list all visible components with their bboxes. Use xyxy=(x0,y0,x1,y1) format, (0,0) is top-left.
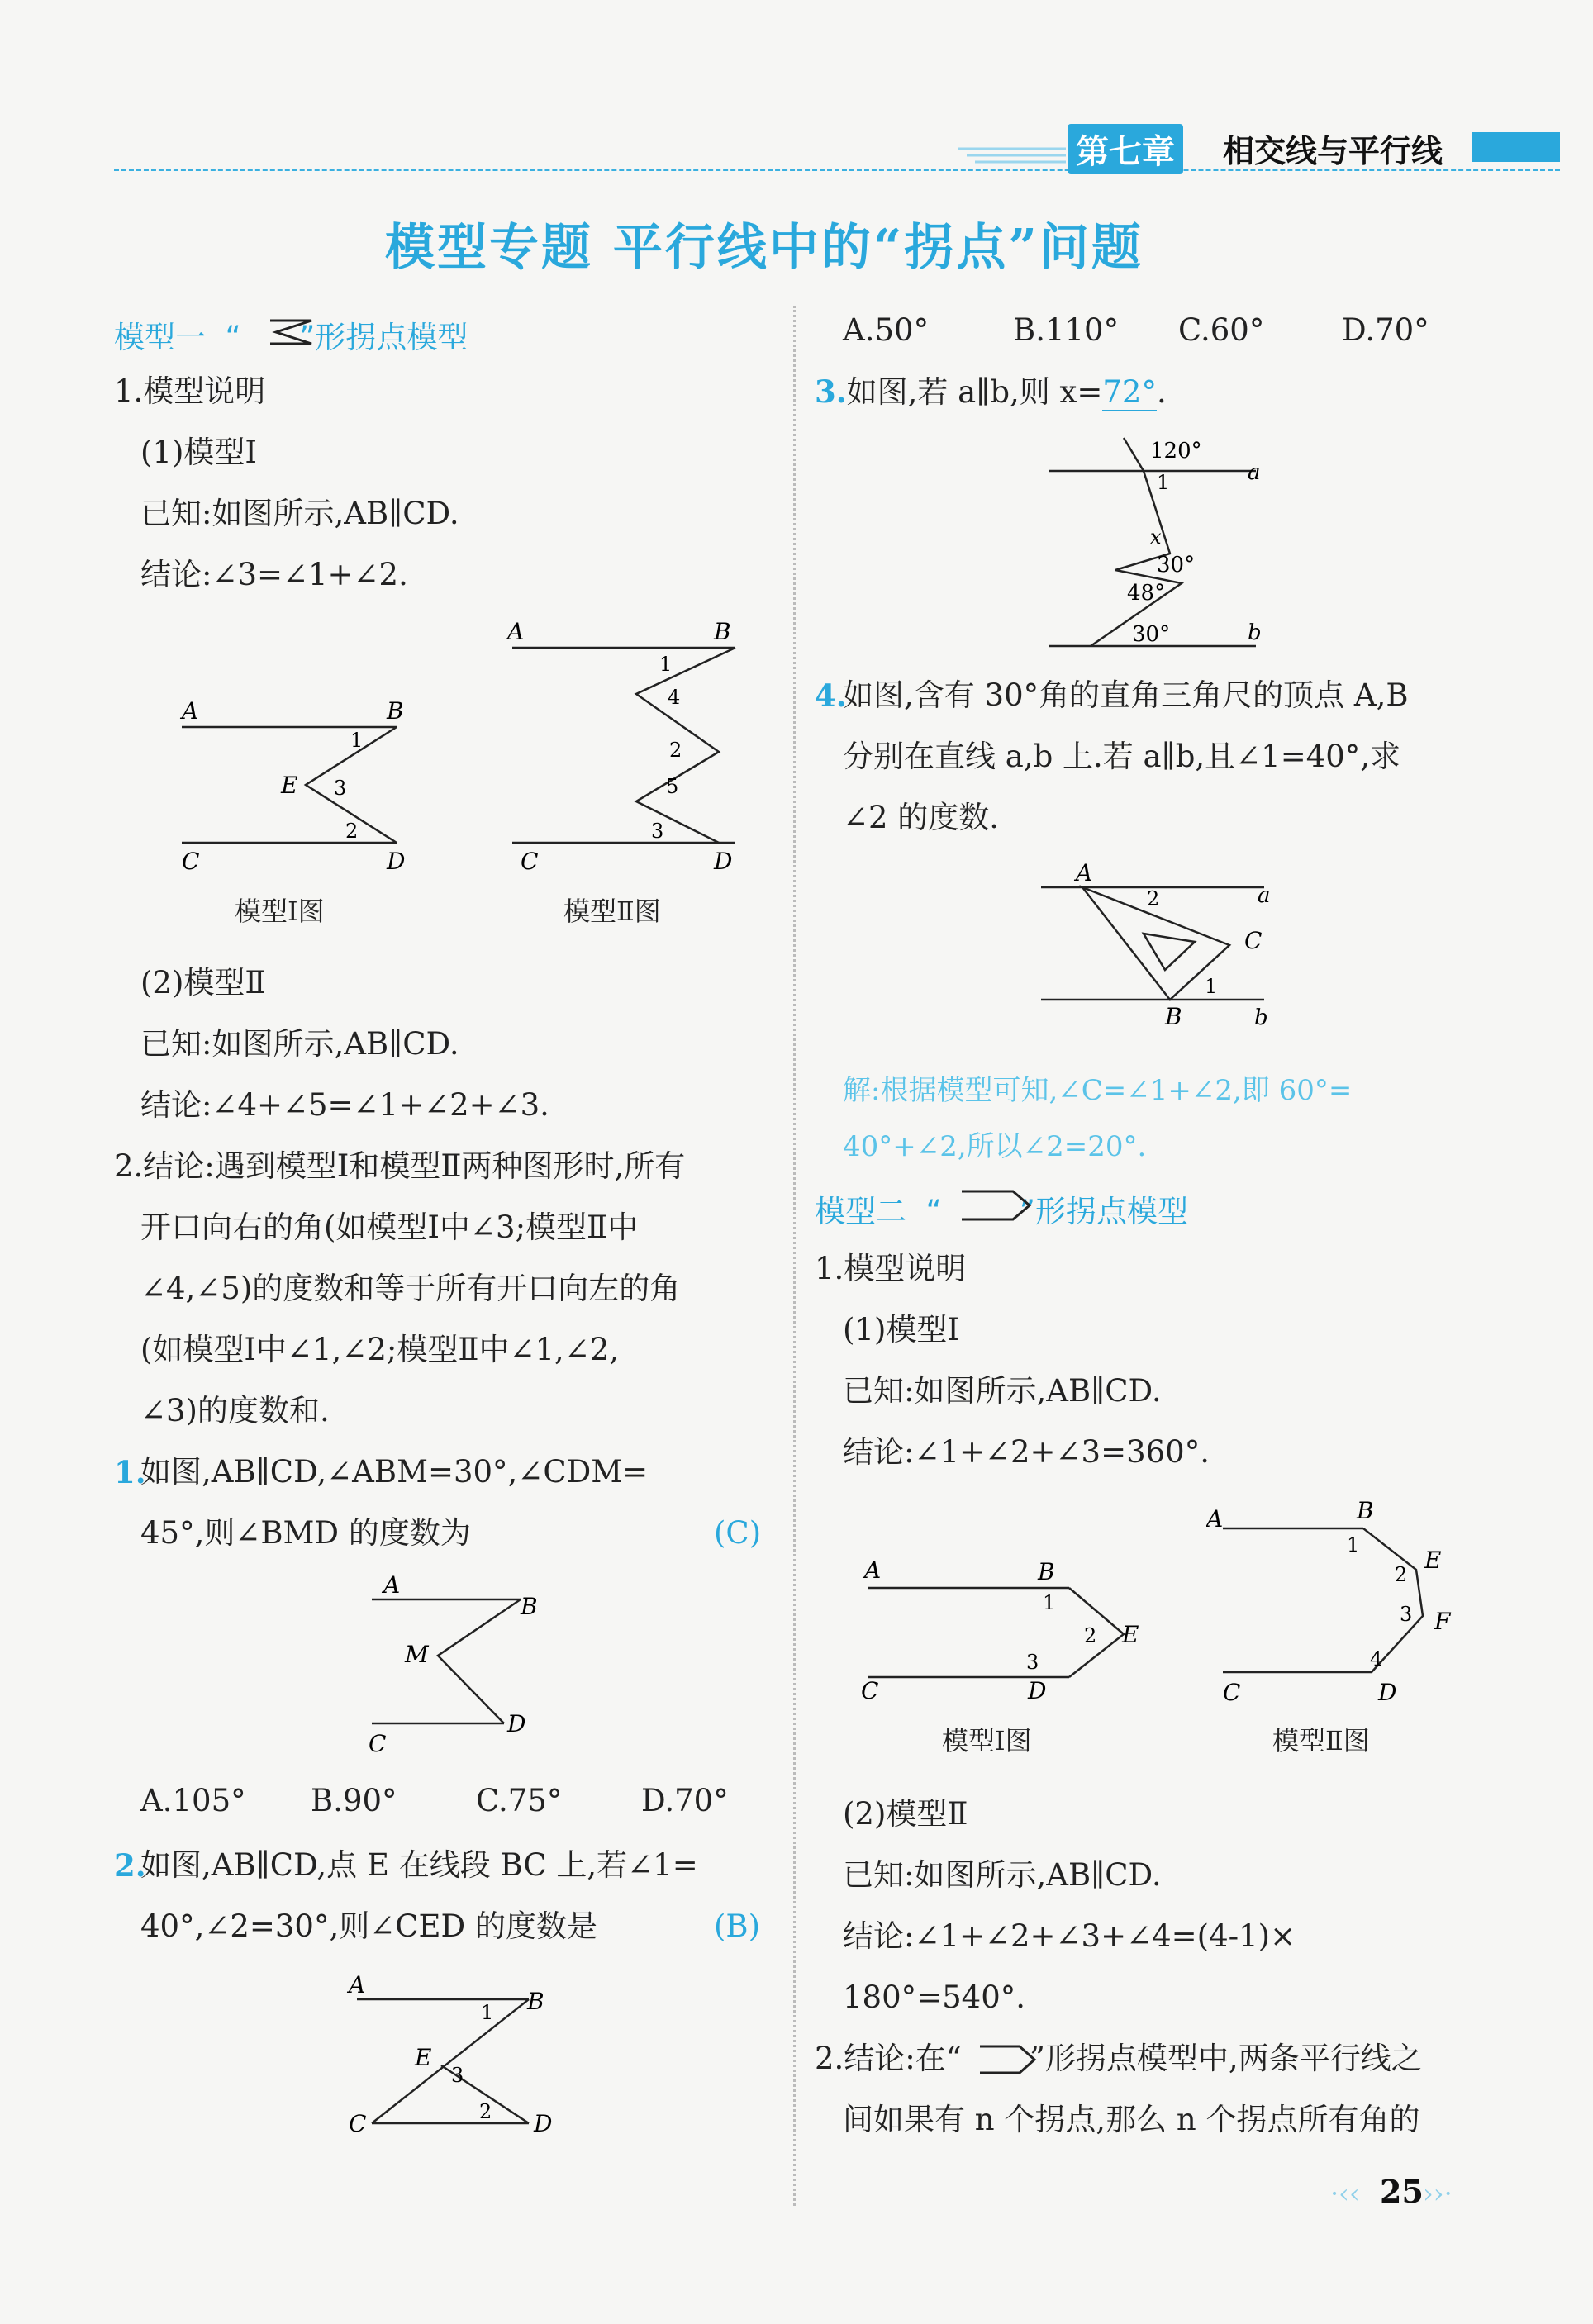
model2-title: 模型二 “ ”形拐点模型 xyxy=(815,1194,1188,1229)
l8: 2.结论:遇到模型Ⅰ和模型Ⅱ两种图形时,所有 xyxy=(114,1148,686,1184)
svg-text:C: C xyxy=(349,2110,367,2137)
fig2-caption: 模型Ⅱ图 xyxy=(563,896,661,927)
svg-text:A: A xyxy=(1206,1505,1224,1533)
l2: (1)模型Ⅰ xyxy=(140,435,258,470)
solution-line-b: 40°+∠2,所以∠2=20°. xyxy=(843,1130,1147,1163)
column-separator xyxy=(793,306,796,2206)
right-fig2-caption: 模型Ⅱ图 xyxy=(1272,1725,1370,1756)
svg-text:E: E xyxy=(415,2044,432,2071)
solution-line-a: 解:根据模型可知,∠C=∠1+∠2,即 60°= xyxy=(843,1074,1353,1107)
m3: 已知:如图所示,AB∥CD. xyxy=(843,1373,1162,1409)
svg-text:4: 4 xyxy=(1370,1647,1383,1671)
svg-text:B: B xyxy=(387,697,404,725)
svg-text:D: D xyxy=(1028,1677,1047,1702)
l12: ∠3)的度数和. xyxy=(140,1393,330,1428)
q3-answer: 72° xyxy=(1102,374,1157,410)
svg-text:C: C xyxy=(521,848,539,875)
svg-text:A: A xyxy=(864,1556,882,1584)
q2-text-a: 如图,AB∥CD,点 E 在线段 BC 上,若∠1= xyxy=(140,1847,698,1883)
svg-text:1: 1 xyxy=(659,653,673,676)
svg-text:D: D xyxy=(714,848,733,875)
q1-number: 1. xyxy=(114,1454,146,1490)
q2-figure xyxy=(339,1966,578,2140)
svg-text:D: D xyxy=(387,848,406,875)
model2-figure xyxy=(496,611,760,884)
svg-text:E: E xyxy=(281,772,298,799)
fig1-caption: 模型Ⅰ图 xyxy=(235,896,325,927)
svg-text:b: b xyxy=(1254,1005,1268,1030)
q2-option-a: A.50° xyxy=(843,312,930,348)
zigzag-icon xyxy=(266,316,316,349)
svg-text:2: 2 xyxy=(669,739,682,762)
q4-text-c: ∠2 的度数. xyxy=(843,800,1000,835)
svg-text:B: B xyxy=(521,1593,538,1620)
page-title: 模型专题 平行线中的“拐点”问题 xyxy=(385,219,1144,277)
m5: (2)模型Ⅱ xyxy=(843,1796,968,1832)
chapter-name: 相交线与平行线 xyxy=(1223,133,1443,169)
svg-text:C: C xyxy=(369,1730,387,1757)
model2-type2-figure xyxy=(1206,1495,1471,1710)
m1: 1.模型说明 xyxy=(815,1251,967,1286)
page-number: 25 xyxy=(1380,2173,1424,2210)
svg-text:3: 3 xyxy=(451,2064,464,2087)
m4: 结论:∠1+∠2+∠3=360°. xyxy=(843,1434,1210,1470)
svg-text:1: 1 xyxy=(1043,1591,1056,1614)
chapter-badge: 第七章 xyxy=(1068,124,1183,174)
m7: 结论:∠1+∠2+∠3+∠4=(4-1)× xyxy=(843,1918,1296,1954)
m9: 2.结论:在“ ”形拐点模型中,两条平行线之 xyxy=(815,2041,1422,2076)
q1-option-b: B.90° xyxy=(311,1783,397,1818)
svg-text:2: 2 xyxy=(1147,887,1160,910)
q2-answer: (B) xyxy=(714,1908,761,1944)
q4-number: 4. xyxy=(815,677,847,714)
q3-number: 3. xyxy=(815,373,847,410)
svg-text:B: B xyxy=(1165,1003,1182,1030)
svg-text:A: A xyxy=(383,1571,401,1599)
svg-text:a: a xyxy=(1248,460,1261,485)
l7: 结论:∠4+∠5=∠1+∠2+∠3. xyxy=(140,1087,549,1123)
q2-option-b: B.110° xyxy=(1013,312,1120,348)
svg-text:E: E xyxy=(1424,1547,1442,1574)
q4-text-a: 如图,含有 30°角的直角三角尺的顶点 A,B xyxy=(843,677,1409,713)
q1-option-a: A.105° xyxy=(140,1783,246,1818)
svg-text:4: 4 xyxy=(668,686,681,709)
svg-text:D: D xyxy=(1378,1679,1397,1706)
q1-option-c: C.75° xyxy=(476,1783,563,1818)
svg-text:a: a xyxy=(1258,883,1271,908)
svg-text:1: 1 xyxy=(1205,975,1218,998)
header-bar xyxy=(1472,132,1560,162)
bracket-icon xyxy=(958,1186,1033,1224)
bracket-inline-icon xyxy=(977,2042,1038,2077)
svg-text:3: 3 xyxy=(1026,1651,1039,1674)
q1-option-d: D.70° xyxy=(641,1783,729,1818)
m6: 已知:如图所示,AB∥CD. xyxy=(843,1857,1162,1893)
svg-text:C: C xyxy=(861,1677,879,1702)
svg-text:A: A xyxy=(1076,859,1093,886)
svg-text:D: D xyxy=(507,1710,526,1737)
l11: (如模型Ⅰ中∠1,∠2;模型Ⅱ中∠1,∠2, xyxy=(140,1332,620,1367)
l3: 已知:如图所示,AB∥CD. xyxy=(140,496,459,531)
svg-text:b: b xyxy=(1248,620,1262,645)
q3-end: . xyxy=(1156,374,1167,410)
svg-text:2: 2 xyxy=(479,2100,492,2123)
svg-text:3: 3 xyxy=(334,777,347,800)
svg-text:1: 1 xyxy=(1347,1533,1360,1556)
l10: ∠4,∠5)的度数和等于所有开口向左的角 xyxy=(140,1271,681,1306)
svg-text:M: M xyxy=(405,1641,429,1668)
svg-text:B: B xyxy=(714,618,731,645)
l5: (2)模型Ⅱ xyxy=(140,965,266,1000)
svg-text:3: 3 xyxy=(651,820,664,843)
m2: (1)模型Ⅰ xyxy=(843,1312,960,1347)
m10: 间如果有 n 个拐点,那么 n 个拐点所有角的 xyxy=(843,2102,1420,2137)
q2-option-c: C.60° xyxy=(1178,312,1265,348)
svg-text:48°: 48° xyxy=(1127,581,1166,606)
model1-title: 模型一 “ ”形拐点模型 xyxy=(114,320,468,355)
svg-text:2: 2 xyxy=(345,820,359,843)
svg-text:C: C xyxy=(1223,1679,1241,1706)
svg-text:C: C xyxy=(182,848,200,875)
q4-text-b: 分别在直线 a,b 上.若 a∥b,且∠1=40°,求 xyxy=(843,739,1401,774)
l4: 结论:∠3=∠1+∠2. xyxy=(140,557,408,592)
svg-text:1: 1 xyxy=(1157,471,1170,494)
page-number-decor-left: ·‹‹ xyxy=(1330,2178,1360,2209)
svg-text:x: x xyxy=(1150,525,1162,549)
q4-figure xyxy=(1033,859,1297,1041)
q3-figure xyxy=(1041,430,1289,653)
svg-text:1: 1 xyxy=(481,2001,494,2024)
svg-text:A: A xyxy=(349,1971,366,1998)
svg-text:B: B xyxy=(527,1988,544,2015)
svg-text:D: D xyxy=(534,2110,553,2137)
q1-figure xyxy=(355,1570,554,1760)
svg-text:F: F xyxy=(1434,1608,1451,1635)
svg-text:1: 1 xyxy=(350,729,364,752)
svg-text:B: B xyxy=(1357,1497,1374,1524)
model2-type1-figure xyxy=(851,1545,1165,1702)
svg-text:E: E xyxy=(1122,1621,1139,1648)
q2-option-d: D.70° xyxy=(1342,312,1429,348)
model1-figure xyxy=(165,686,430,884)
q1-text-b: 45°,则∠BMD 的度数为 xyxy=(140,1515,471,1551)
q1-answer: (C) xyxy=(714,1515,762,1551)
svg-text:B: B xyxy=(1038,1558,1055,1585)
l6: 已知:如图所示,AB∥CD. xyxy=(140,1026,459,1062)
l9: 开口向右的角(如模型Ⅰ中∠3;模型Ⅱ中 xyxy=(140,1210,639,1245)
svg-text:30°: 30° xyxy=(1157,553,1196,577)
page-number-decor-right: ››· xyxy=(1423,2178,1453,2209)
right-fig1-caption: 模型Ⅰ图 xyxy=(942,1725,1032,1756)
q2-number: 2. xyxy=(114,1847,146,1884)
svg-text:120°: 120° xyxy=(1150,439,1202,463)
svg-text:2: 2 xyxy=(1084,1624,1097,1647)
q3-text: 如图,若 a∥b,则 x= xyxy=(846,374,1103,410)
svg-text:30°: 30° xyxy=(1132,622,1171,647)
q2-text-b: 40°,∠2=30°,则∠CED 的度数是 xyxy=(140,1908,597,1944)
m8: 180°=540°. xyxy=(843,1979,1026,2015)
svg-text:C: C xyxy=(1244,927,1263,954)
svg-text:A: A xyxy=(507,618,525,645)
q3-line xyxy=(815,373,1167,411)
svg-text:2: 2 xyxy=(1395,1563,1408,1586)
svg-text:5: 5 xyxy=(666,775,679,798)
l1: 1.模型说明 xyxy=(114,373,266,409)
q1-text-a: 如图,AB∥CD,∠ABM=30°,∠CDM= xyxy=(140,1454,649,1490)
svg-text:3: 3 xyxy=(1400,1603,1413,1626)
header-stripes-icon xyxy=(958,142,1066,167)
svg-text:A: A xyxy=(182,697,199,725)
